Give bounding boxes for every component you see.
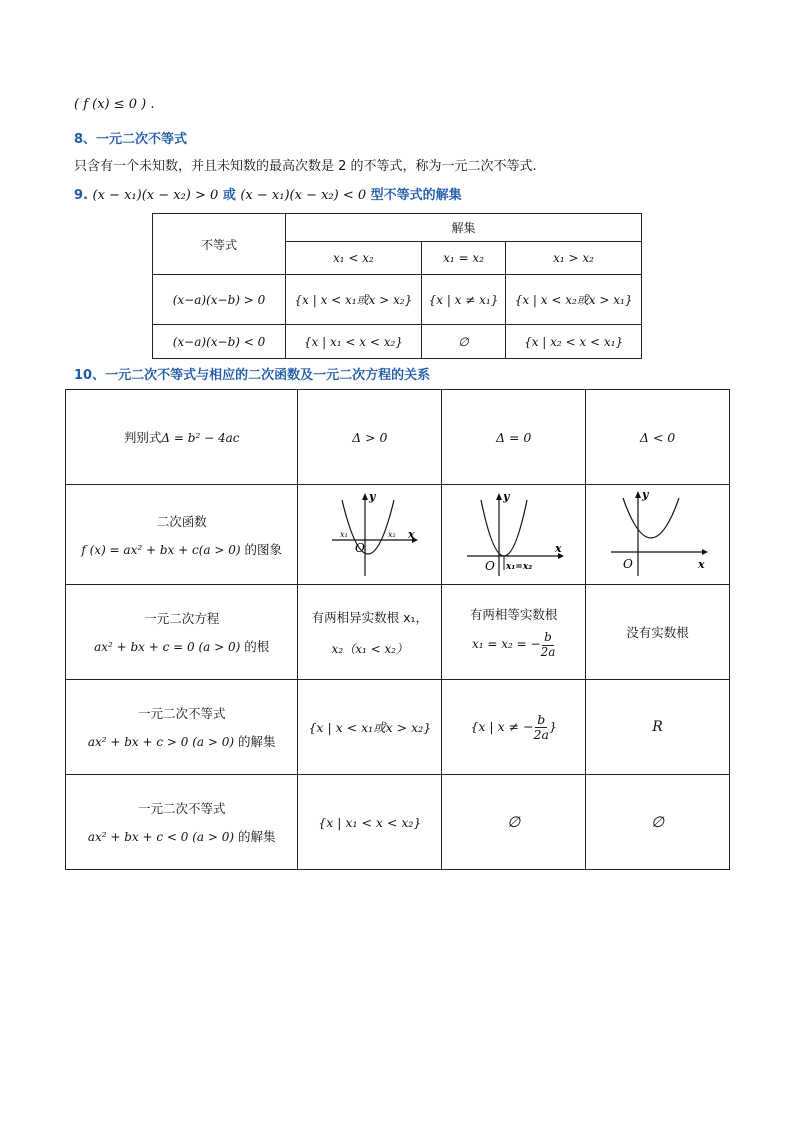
graph-two-roots-svg — [320, 488, 420, 578]
row-lt-cell: {x | x₁ < x < x₂} — [286, 325, 422, 359]
section9-heading-expr2: (x − x₁)(x − x₂) < 0 — [240, 188, 367, 203]
y-label: y — [502, 490, 510, 503]
gt-solution-right: } — [548, 718, 557, 734]
roots-none: 没有实数根 — [586, 585, 730, 680]
y-label: y — [641, 488, 648, 501]
sub-header-lt: x₁ < x₂ — [286, 242, 422, 275]
lt-solution-one-root: ∅ — [442, 775, 586, 870]
parabola-curve — [623, 498, 679, 538]
lt-label — [66, 775, 298, 870]
graph-no-root — [586, 485, 730, 585]
graph-label — [66, 485, 298, 585]
section10-heading: 10、一元二次不等式与相应的二次函数及一元二次方程的关系 — [74, 368, 431, 383]
parabola-curve — [481, 500, 527, 556]
roots-two-equal-line1: 有两相等实数根 — [469, 607, 558, 623]
gt-label-suffix: 的解集 — [234, 734, 276, 749]
disc-positive: Δ > 0 — [298, 390, 442, 485]
parabola-curve — [339, 500, 394, 554]
roots-two-equal-expr: x₁ = x₂ = − — [471, 637, 541, 652]
origin-label: O — [622, 557, 633, 571]
y-axis-arrow-icon — [496, 493, 502, 500]
roots-two-equal — [442, 585, 586, 680]
roots-label-line1: 一元二次方程 — [144, 611, 220, 626]
roots-two-distinct — [298, 585, 442, 680]
lt-label-line1: 一元二次不等式 — [137, 801, 226, 816]
intro-line: ( f (x) ≤ 0 ) . — [74, 97, 155, 112]
roots-two-distinct-line1: 有两相异实数根 x₁， — [311, 609, 429, 625]
origin-label: O — [484, 559, 495, 573]
graph-label-expr: f (x) = ax² + bx + c(a > 0) — [81, 542, 241, 557]
graph-one-root-svg — [459, 488, 569, 578]
disc-label-expr: Δ = b² − 4ac — [161, 431, 240, 445]
section9-heading-suffix: 型不等式的解集 — [366, 188, 462, 203]
disc-negative: Δ < 0 — [586, 390, 730, 485]
roots-two-distinct-line2: x₂（x₁ < x₂） — [331, 641, 409, 656]
gt-label — [66, 680, 298, 775]
frac-denominator: 2a — [540, 644, 556, 659]
gt-solution-no-root: R — [586, 680, 730, 775]
gt-solution-one-root — [442, 680, 586, 775]
x2-label: x₂ — [387, 530, 396, 539]
gt-label-line1: 一元二次不等式 — [137, 706, 226, 721]
x-label: x — [407, 528, 415, 541]
double-root-label: x₁=x₂ — [505, 562, 532, 572]
section8-heading: 8、一元二次不等式 — [74, 132, 188, 147]
gt-label-expr: ax² + bx + c > 0 (a > 0) — [87, 735, 235, 749]
lt-solution-no-root: ∅ — [586, 775, 730, 870]
x1-label: x₁ — [339, 530, 348, 539]
row-lt-inequality: (x−a)(x−b) < 0 — [153, 325, 286, 359]
origin-label: O — [354, 541, 365, 555]
x-axis-arrow-icon — [702, 549, 708, 555]
sub-header-gt: x₁ > x₂ — [506, 242, 642, 275]
disc-zero: Δ = 0 — [442, 390, 586, 485]
roots-label-expr: ax² + bx + c = 0 (a > 0) — [94, 640, 241, 654]
graph-one-root — [442, 485, 586, 585]
x-label: x — [697, 558, 705, 571]
x-label: x — [554, 542, 562, 555]
row-gt-cell: {x | x < x₂或x > x₁} — [506, 275, 642, 325]
frac-denominator: 2a — [533, 726, 549, 742]
section9-heading-or: 或 — [218, 188, 241, 203]
roots-label — [66, 585, 298, 680]
frac-numerator: b — [544, 630, 552, 645]
frac-numerator: b — [537, 711, 546, 727]
lt-label-suffix: 的解集 — [234, 829, 276, 844]
col-header-solution-set: 解集 — [286, 214, 642, 242]
graph-two-roots — [298, 485, 442, 585]
lt-solution-two-roots: {x | x₁ < x < x₂} — [298, 775, 442, 870]
disc-label-text: 判别式 — [123, 430, 162, 445]
graph-label-line1: 二次函数 — [156, 513, 207, 529]
row-gt-cell: {x | x < x₁或x > x₂} — [286, 275, 422, 325]
section8-body: 只含有一个未知数，并且未知数的最高次数是 2 的不等式，称为一元二次不等式. — [74, 159, 537, 174]
row-lt-cell: {x | x₂ < x < x₁} — [506, 325, 642, 359]
roots-label-suffix: 的根 — [240, 639, 270, 654]
sub-header-eq: x₁ = x₂ — [421, 242, 505, 275]
y-axis-arrow-icon — [362, 493, 368, 500]
row-gt-cell: {x | x ≠ x₁} — [421, 275, 505, 325]
graph-no-root-svg — [603, 488, 713, 578]
solution-set-table — [152, 213, 642, 359]
graph-label-suffix: 的图象 — [240, 541, 283, 557]
section9-heading-prefix: 9. — [74, 188, 93, 203]
gt-solution-left: {x | x ≠ − — [470, 718, 534, 734]
y-label: y — [368, 490, 376, 503]
gt-solution-two-roots: {x | x < x₁或x > x₂} — [298, 680, 442, 775]
y-axis-arrow-icon — [635, 491, 641, 498]
row-gt-inequality: (x−a)(x−b) > 0 — [153, 275, 286, 325]
section9-heading-expr1: (x − x₁)(x − x₂) > 0 — [92, 188, 219, 203]
lt-label-expr: ax² + bx + c < 0 (a > 0) — [87, 830, 235, 844]
relation-table — [65, 389, 730, 870]
disc-label — [66, 390, 298, 485]
row-lt-cell: ∅ — [421, 325, 505, 359]
section9-heading — [74, 184, 462, 203]
col-header-inequality: 不等式 — [153, 214, 286, 275]
